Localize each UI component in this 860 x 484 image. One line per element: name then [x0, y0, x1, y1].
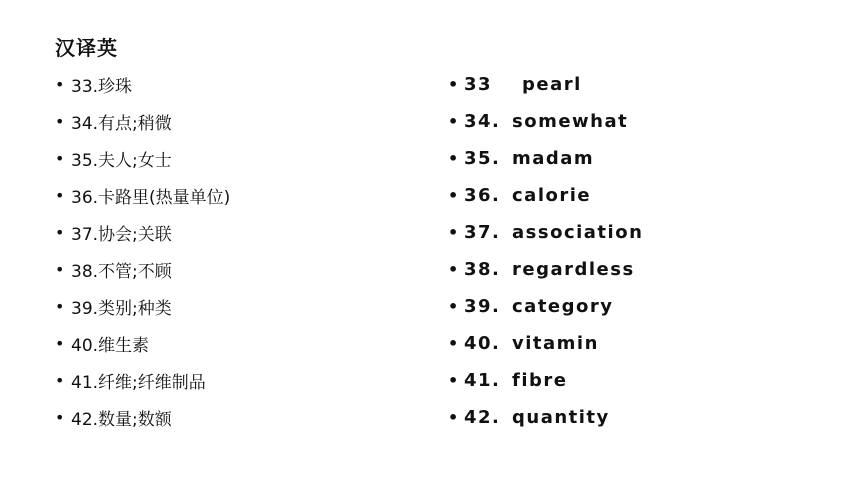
bullet-icon: •: [55, 185, 65, 205]
list-item: [448, 288, 643, 325]
chinese-text: 34.有点;稍微: [71, 114, 172, 134]
list-item: [448, 66, 643, 103]
item-number: 40.: [464, 333, 501, 354]
list-item: [448, 251, 643, 288]
list-item: [448, 362, 643, 399]
bullet-icon: •: [55, 74, 65, 94]
list-item: [55, 103, 230, 140]
list-item: [55, 177, 230, 214]
list-item: [448, 140, 643, 177]
bullet-icon: •: [55, 222, 65, 242]
item-number: 34.: [464, 111, 501, 132]
list-item: [55, 66, 230, 103]
item-number: 38.: [464, 259, 501, 280]
bullet-icon: •: [55, 111, 65, 131]
list-item: [55, 325, 230, 362]
chinese-list: [55, 66, 230, 436]
english-word: regardless: [512, 259, 635, 280]
bullet-icon: •: [55, 333, 65, 353]
bullet-icon: •: [448, 74, 460, 94]
bullet-icon: •: [448, 111, 460, 131]
chinese-text: 37.协会;关联: [71, 225, 172, 245]
bullet-icon: •: [448, 333, 460, 353]
english-word: madam: [512, 148, 595, 169]
item-number: 39.: [464, 296, 501, 317]
chinese-text: 39.类别;种类: [71, 299, 172, 319]
list-item: [55, 362, 230, 399]
chinese-text: 35.夫人;女士: [71, 151, 172, 171]
list-item: [448, 177, 643, 214]
bullet-icon: •: [55, 259, 65, 279]
english-word: association: [512, 222, 644, 243]
english-word: vitamin: [512, 333, 599, 354]
bullet-icon: •: [448, 148, 460, 168]
bullet-icon: •: [55, 407, 65, 427]
bullet-icon: •: [55, 370, 65, 390]
list-item: [55, 140, 230, 177]
chinese-text: 42.数量;数额: [71, 410, 172, 430]
bullet-icon: •: [448, 222, 460, 242]
chinese-text: 33.珍珠: [71, 77, 133, 97]
list-item: [55, 399, 230, 436]
item-number: 36.: [464, 185, 501, 206]
english-word: category: [512, 296, 614, 317]
bullet-icon: •: [448, 296, 460, 316]
chinese-text: 40.维生素: [71, 336, 150, 356]
list-item: [448, 214, 643, 251]
english-word: pearl: [522, 74, 582, 95]
chinese-text: 38.不管;不顾: [71, 262, 172, 282]
english-word: quantity: [512, 407, 610, 428]
bullet-icon: •: [55, 296, 65, 316]
bullet-icon: •: [448, 407, 460, 427]
chinese-text: 41.纤维;纤维制品: [71, 373, 206, 393]
list-item: [448, 103, 643, 140]
bullet-icon: •: [448, 259, 460, 279]
english-word: fibre: [512, 370, 568, 391]
bullet-icon: •: [55, 148, 65, 168]
page-title: 汉译英: [55, 36, 118, 60]
english-word: calorie: [512, 185, 592, 206]
list-item: [448, 325, 643, 362]
list-item: [448, 399, 643, 436]
english-list: [448, 66, 643, 436]
item-number: 33: [464, 74, 493, 95]
item-number: 42.: [464, 407, 501, 428]
item-number: 35.: [464, 148, 501, 169]
item-number: 37.: [464, 222, 501, 243]
list-item: [55, 288, 230, 325]
chinese-text: 36.卡路里(热量单位): [71, 188, 231, 208]
item-number: 41.: [464, 370, 501, 391]
bullet-icon: •: [448, 185, 460, 205]
list-item: [55, 214, 230, 251]
bullet-icon: •: [448, 370, 460, 390]
english-word: somewhat: [512, 111, 629, 132]
list-item: [55, 251, 230, 288]
